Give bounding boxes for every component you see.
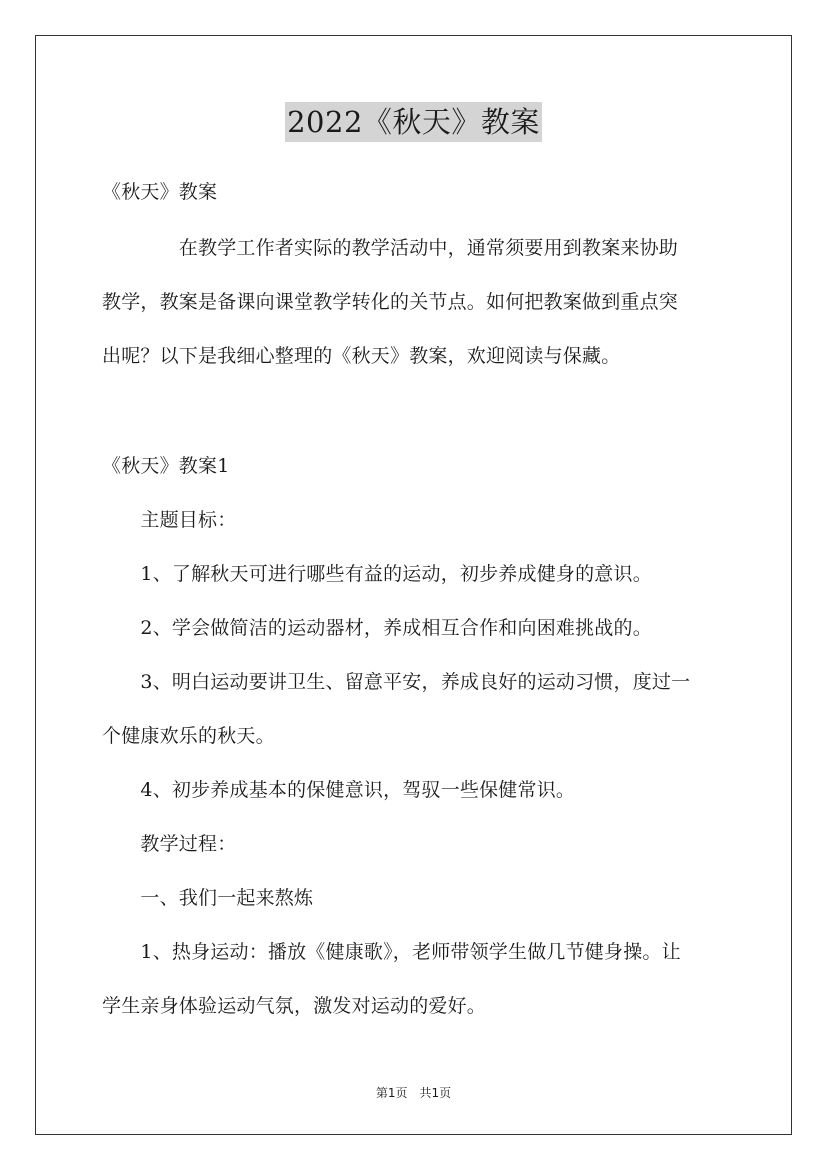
process-step-1-line-1: 1、热身运动：播放《健康歌》，老师带领学生做几节健身操。让 [102,941,681,963]
title-container [0,102,827,142]
document-title: 2022《秋天》教案 [285,102,542,142]
intro-paragraph-line-2: 教学，教案是备课向课堂教学转化的关节点。如何把教案做到重点突 [102,291,679,313]
goal-item-3-line-2: 个健康欢乐的秋天。 [102,725,275,747]
goal-item-2: 2、学会做简洁的运动器材，养成相互合作和向困难挑战的。 [102,617,652,639]
theme-goal-label: 主题目标： [102,509,237,531]
intro-paragraph-line-3: 出呢？以下是我细心整理的《秋天》教案，欢迎阅读与保藏。 [102,345,621,367]
page-footer: 第1页 共1页 [375,1086,452,1100]
intro-paragraph-line-1: 在教学工作者实际的教学活动中，通常须要用到教案来协助 [102,237,679,259]
teaching-process-label: 教学过程： [102,833,237,855]
goal-item-1: 1、了解秋天可进行哪些有益的运动，初步养成健身的意识。 [102,563,652,585]
process-step-1-line-2: 学生亲身体验运动气氛，激发对运动的爱好。 [102,995,487,1017]
section-heading: 《秋天》教案1 [102,455,230,477]
process-part-1-heading: 一、我们一起来熬炼 [102,887,314,909]
intro-heading: 《秋天》教案 [102,181,218,203]
goal-item-3-line-1: 3、明白运动要讲卫生、留意平安，养成良好的运动习惯，度过一 [102,671,691,693]
goal-item-4: 4、初步养成基本的保健意识，驾驭一些保健常识。 [102,779,576,801]
